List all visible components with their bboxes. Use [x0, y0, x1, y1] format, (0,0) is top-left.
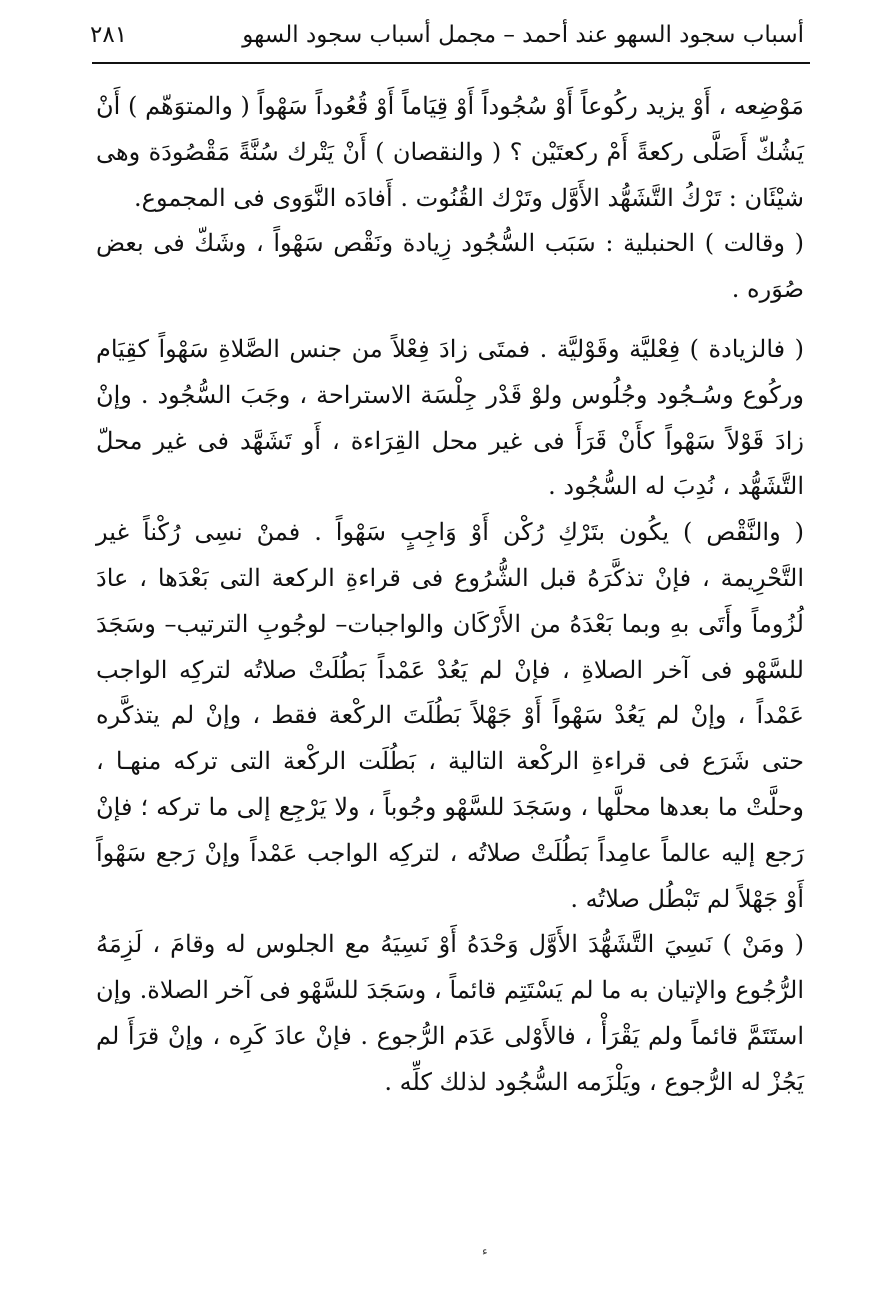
- header-rule: [92, 62, 810, 64]
- paragraph: مَوْضِعه ، أَوْ يزيد ركُوعاً أَوْ سُجُوداً أَوْ قِيَاماً أَوْ قُعُوداً سَهْواً ( والمتوَهّم ) أَنْ يَشُكّ أَصَلَّى ركعةً أَمْ ركعتَيْن ؟ ( والنقصان ) أَنْ يَتْرك سُنَّةً مَقْصُودَة وهى شيْئَان : تَرْكُ التَّشَهُّد الأَوَّل وتَرْك القُنُوت . أَفادَه النَّوَوى فى المجموع.: [96, 92, 804, 212]
- paragraph: ( والنَّقْص ) يكُون بتَرْكِ رُكْن أَوْ وَاجِبٍ سَهْواً . فمنْ نسِى رُكْناً غير التَّحْرِيمة ، فإنْ تذكَّرَهُ قبل الشُّرُوع فى قراءةِ الركعة التى بَعْدَها ، عادَ لُزُوماً وأَتَى بهِ وبما بَعْدَهُ من الأَرْكَان والواجبات– لوجُوبِ الترتيب– وسَجَدَ للسَّهْو فى آخر الصلاةِ ، فإنْ لم يَعُدْ عَمْداً بَطُلَتْ صلاتُه لتركِه الواجب عَمْداً ، وإنْ لم يَعُدْ سَهْواً أَوْ جَهْلاً بَطُلَتَ الركْعة فقط ، وإنْ لم يتذكَّره حتى شَرَع فى قراءةِ الركْعة التالية ، بَطُلَت الركْعة التى تركه منهـا ، وحلَّتْ ما بعدها محلَّها ، وسَجَدَ للسَّهْو وجُوباً ، ولا يَرْجِع إلى ما تركه ؛ فإنْ رَجع إليه عالماً عامِداً بَطُلَتْ صلاتُه ، لتركِه الواجب عَمْداً وإنْ رَجع سَهْواً أَوْ جَهْلاً لم تَبْطُل صلاتُه .: [96, 518, 804, 913]
- page-number: ٢٨١: [90, 22, 128, 48]
- paragraph: ( فالزيادة ) فِعْليَّة وقَوْليَّة . فمتَى زادَ فِعْلاً من جنس الصَّلاةِ سَهْواً كقِيَام وركُوع وسُـجُود وجُلُوس ولوْ قَدْر جِلْسَة الاستراحة ، وجَبَ السُّجُود . وإنْ زادَ قَوْلاً سَهْواً كأَنْ قَرَأَ فى غير محل القِرَاءة ، أَو تَشَهَّد فى غير محلّ التَّشَهُّد ، نُدِبَ له السُّجُود .: [96, 334, 804, 501]
- header-title: أسباب سجود السهو عند أحمد – مجمل أسباب سجود السهو: [242, 22, 804, 48]
- page-body: [96, 84, 804, 1106]
- paragraph: ( ومَنْ ) نَسِيَ التَّشَهُّدَ الأَوَّل وَحْدَهُ أَوْ نَسِيَهُ مع الجلوس له وقامَ ، لَزِمَهُ الرُّجُوع والإتيان به ما لم يَسْتَتِم قائماً ، وسَجَدَ للسَّهْو فى آخر الصلاة. وإن استَتَمَّ قائماً ولم يَقْرَأْ ، فالأَوْلى عَدَم الرُّجوع . فإنْ عادَ كَرِه ، وإنْ قرَأَ لم يَجُزْ له الرُّجوع ، ويَلْزَمه السُّجُود لذلك كلِّه .: [96, 930, 804, 1096]
- footer-mark: ء: [482, 1244, 488, 1258]
- running-header: [90, 18, 804, 58]
- paragraph: ( وقالت ) الحنبلية : سَبَب السُّجُود زِيادة ونَقْص سَهْواً ، وشَكّ فى بعض صُوَره .: [96, 229, 805, 304]
